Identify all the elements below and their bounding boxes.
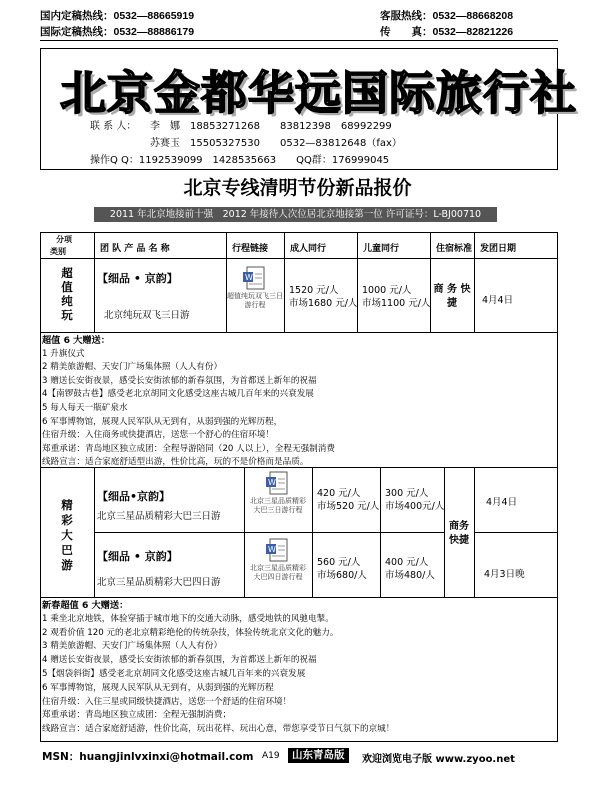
section2-product1-child: 300 元/人 市场400元/人 [385,488,445,512]
contact-label: 联 系 人： [90,121,137,132]
section1-date: 4月4日 [482,295,514,306]
header-adult: 成人同行 [290,244,327,254]
section2-product2-name: 北京三星品质精彩大巴四日游 [97,577,221,588]
header-rule [40,40,558,41]
footer-msn: MSN：huangjinlvxinxi@hotmail.com [42,751,254,763]
section1-link-caption-1: 超值纯玩双飞三日 [227,292,283,300]
section2-product1-itinerary-link[interactable]: W 北京三星品质精彩 大巴三日游行程 [244,471,312,514]
gifts2-list: 新春超值 6 大赠送： 1 乘坐北京地铁，体验穿插于城市地下的交通大动脉，感受地铁的风驰电掣。 2 观看价值 120 元的老北京精彩绝伦的传统杂技，体验传统北京文化的魅力。 3 精美旅游帽、天安门广场集体照（人人有份） 4 赠送长安街夜景，感受长安街浓郁的新春氛围，为首都送上新年的祝福 5【烟袋斜街】感受老北京胡同文化感受这座古城几百年来的兴衰发展 6 军事博物馆，展现人民军队从无到有，从弱到强的光辉历程 住宿升级：入住三星或同级快捷酒店，送您一个舒适的住宿环境！ 郑重承诺：青岛地区独立成团：全程无强制消费； 线路宣言：适合家庭舒适游，性价比高，玩出花样、玩出心意，带您享受节日气氛下的京城！ [42,600,395,735]
svg-text:W: W [245,273,253,282]
paper-badge: 山东青岛版 [288,748,349,763]
section2-hotel: 商务 快捷 [449,521,469,546]
section1-hotel: 商 务 快 捷 [433,284,471,309]
section1-category: 超 值 纯 玩 [61,266,73,322]
section1-product-name: 北京纯玩双飞三日游 [104,310,190,321]
section2-product2-adult: 560 元/人 市场680/人 [317,557,367,581]
gifts1-list: 超值 6 大赠送： 1 升旗仪式 2 精美旅游帽、天安门广场集体照（人人有份） 3 赠送长安街夜景，感受长安街浓郁的新春氛围，为首都送上新年的祝福 4【南锣鼓古巷】感受老北京胡同文化感受这座古城几百年来的兴衰发展 5 每人每天一瓶矿泉水 6 军事博物馆，展现人民军队从无到有，从弱到强的光辉历程， 住宿升级：入住商务或快捷酒店，送您一个舒心的住宿环境！ 郑重承诺：青岛地区独立成团：全程导游陪同（20 人以上），全程无强制消费 线路宣言：适合家庭舒适型出游，性价比高，玩的不是价格而是品质。 [42,335,335,468]
page-title: 北京专线清明节份新品报价 [183,177,412,199]
section1-product-tag: 【细品 • 京韵】 [97,272,178,285]
header-link: 行程链接 [232,244,269,254]
section1-itinerary-link[interactable] [226,264,284,309]
header-category-1: 分项 [56,235,72,244]
page-number: A19 [262,751,280,761]
section2-product1-adult: 420 元/人 市场520 元/人 [317,488,380,512]
service-hotline: 客服热线：0532—88668208 [380,10,514,22]
header-child: 儿童同行 [363,244,400,254]
footer-slogan: 欢迎浏览电子版 www.zyoo.net [362,754,515,765]
qq-line: 操作Q Q：1192539099 1428535663 QQ群：176999045 [90,155,390,166]
word-document-icon [264,471,292,497]
section2-category: 精 彩 大 巴 游 [61,498,73,572]
header-category-2: 类别 [50,247,66,256]
section2-product2-child: 400 元/人 市场480/人 [385,557,435,581]
section1-adult-price: 1520 元/人 市场1680 元/人 [289,285,358,309]
header-product: 团 队 产 品 名 称 [100,244,170,254]
contact-2: 苏赛玉 15505327530 0532—83812648（fax） [150,138,402,149]
section1-link-caption-2: 游行程 [244,300,266,309]
contact-1: 李 娜 18853271268 83812398 68992299 [150,121,392,132]
svg-text:W: W [268,478,276,487]
license-banner: 2011 年北京地接前十强 2012 年接待人次位居北京地接第一位 许可证号：L-BJ00710 [94,207,497,222]
section2-product2-itinerary-link[interactable]: W 北京三星品质精彩 大巴四日游行程 [244,538,312,581]
fax-number: 传 真：0532—82821226 [380,26,514,38]
section2-product1-tag: 【细品•京韵】 [97,490,171,503]
header-date: 发团日期 [480,244,517,254]
company-logo: 北京金都华远国际旅行社 [60,66,577,120]
intl-hotline: 国际定稿热线：0532—88886179 [40,26,195,38]
section2-product1-date: 4月4日 [486,497,518,508]
section1-child-price: 1000 元/人 市场1100 元/人 [362,285,431,309]
section2-product1-name: 北京三星品质精彩大巴三日游 [97,511,221,522]
header-hotel: 住宿标准 [436,244,473,254]
word-document-icon [264,538,292,564]
word-document-icon [241,266,269,292]
section2-product2-date: 4月3日晚 [484,569,525,580]
svg-text:W: W [268,545,276,554]
domestic-hotline: 国内定稿热线：0532—88665919 [40,10,195,22]
section2-product2-tag: 【细品 • 京韵】 [97,550,178,563]
